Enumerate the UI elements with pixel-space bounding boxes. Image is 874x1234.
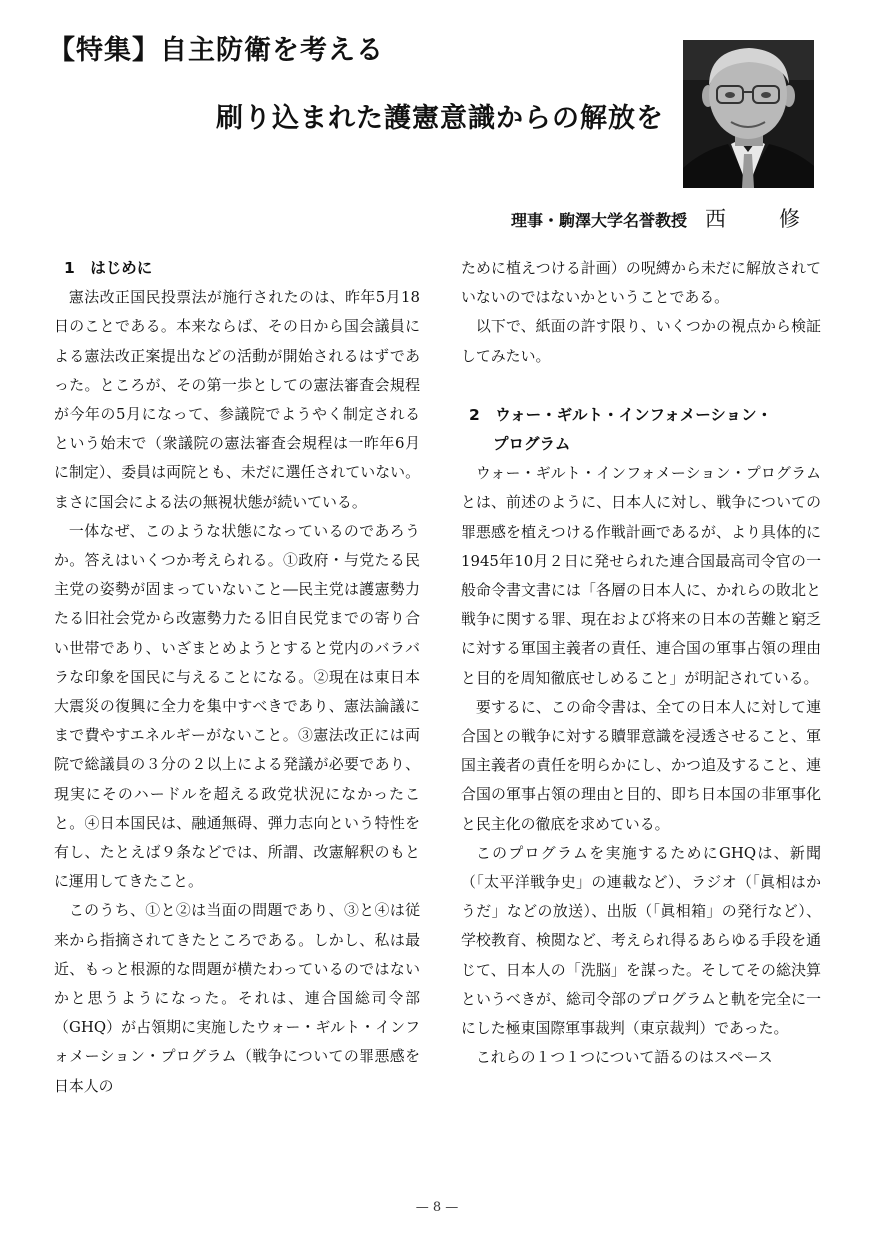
author-position: 理事・駒澤大学名誉教授: [510, 211, 687, 230]
author-portrait: [683, 40, 814, 188]
section-1-paragraph-3: このうち、①と②は当面の問題であり、③と④は従来から指摘されてきたところである。しかし、私は最近、もっと根源的な問題が横たわっているのではないかと思うようになった。それは、連合国総司令部（GHQ）が占領期に実施したウォー・ギルト・インフォメーション・プログラム（戦争についての罪悪感を日本人の: [54, 901, 420, 1095]
author-byline: [511, 203, 816, 233]
page-number: — 8 —: [415, 1200, 459, 1215]
article-title: 刷り込まれた護憲意識からの解放を: [216, 103, 664, 134]
right-column: [461, 254, 821, 1072]
section-1-paragraph-2: 一体なぜ、このような状態になっているのであろうか。答えはいくつか考えられる。①政府・与党たる民主党の姿勢が固まっていないこと―民主党は護憲勢力たる旧社会党から改憲勢力たる旧自民党までの寄り合い世帯であり、いざまとめようとすると党内のバラバラな印象を国民に与えることになる。②現在は東日本大震災の復興に全力を集中すべきであり、憲法論議にまで費やすエネルギーがないこと。③憲法改正には両院で総議員の３分の２以上による発議が必要であり、現実にそのハードルを超える政党状況になかったこと。④日本国民は、融通無碍、弾力志向という特性を有し、たとえば９条などでは、所謂、改憲解釈のもとに運用してきたこと。: [54, 521, 420, 891]
author-name: 西 修: [705, 207, 816, 231]
series-title: 【特集】自主防衛を考える: [48, 35, 384, 66]
section-2-paragraph-2: 要するに、この命令書は、全ての日本人に対して連合国との戦争に対する贖罪意識を浸透させること、軍国主義者の責任を明らかにし、かつ追及すること、連合国の軍事占領の理由と目的、即ち日本国の非軍事化と民主化の徹底を求めている。: [461, 697, 821, 833]
section-2-paragraph-3: このプログラムを実施するためにGHQは、新聞（「太平洋戦争史」の連載など）、ラジオ（「眞相はかうだ」などの放送）、出版（「眞相箱」の発行など）、学校教育、検閲など、考えられ得るあらゆる手段を通じて、日本人の「洗脳」を謀った。そしてその総決算というべきが、総司令部のプログラムと軌を完全に一にした極東国際軍事裁判（東京裁判）であった。: [461, 843, 821, 1038]
section-2-paragraph-4: これらの１つ１つについて語るのはスペース: [475, 1048, 773, 1067]
section-2-heading-line-1: 2 ウォー・ギルト・インフォメーション・: [469, 405, 773, 424]
intro-paragraph: 以下で、紙面の許す限り、いくつかの視点から検証してみたい。: [461, 317, 821, 365]
section-1-paragraph-1: 憲法改正国民投票法が施行されたのは、昨年5月18日のことである。本来ならば、その日から国会議員による憲法改正案提出などの活動が開始されるはずであった。ところが、その第一歩としての憲法審査会規程が今年の5月になって、参議院でようやく制定されるという始末で（衆議院の憲法審査会規程は一昨年6月に制定）、委員は両院とも、未だに選任されていない。まさに国会による法の無視状態が続いている。: [54, 288, 420, 511]
section-2-paragraph-1: ウォー・ギルト・インフォメーション・プログラムとは、前述のように、日本人に対し、戦争についての罪悪感を植えつける作戦計画であるが、より具体的に1945年10月２日に発せられた連合国最高司令官の一般命令書文書には「各層の日本人に、かれらの敗北と戦争に関する罪、現在および将来の日本の苦難と窮乏に対する軍国主義者の責任、連合国の軍事占領の理由と目的を周知徹底せしめること」が明記されている。: [461, 464, 821, 687]
section-2-heading-line-2: プログラム: [493, 435, 571, 454]
continued-paragraph: ために植えつける計画）の呪縛から未だに解放されていないのではないかということである。: [461, 259, 821, 307]
section-2-heading: [461, 401, 821, 459]
section-1-heading: 1 はじめに: [64, 259, 153, 277]
left-column: [54, 254, 420, 1101]
